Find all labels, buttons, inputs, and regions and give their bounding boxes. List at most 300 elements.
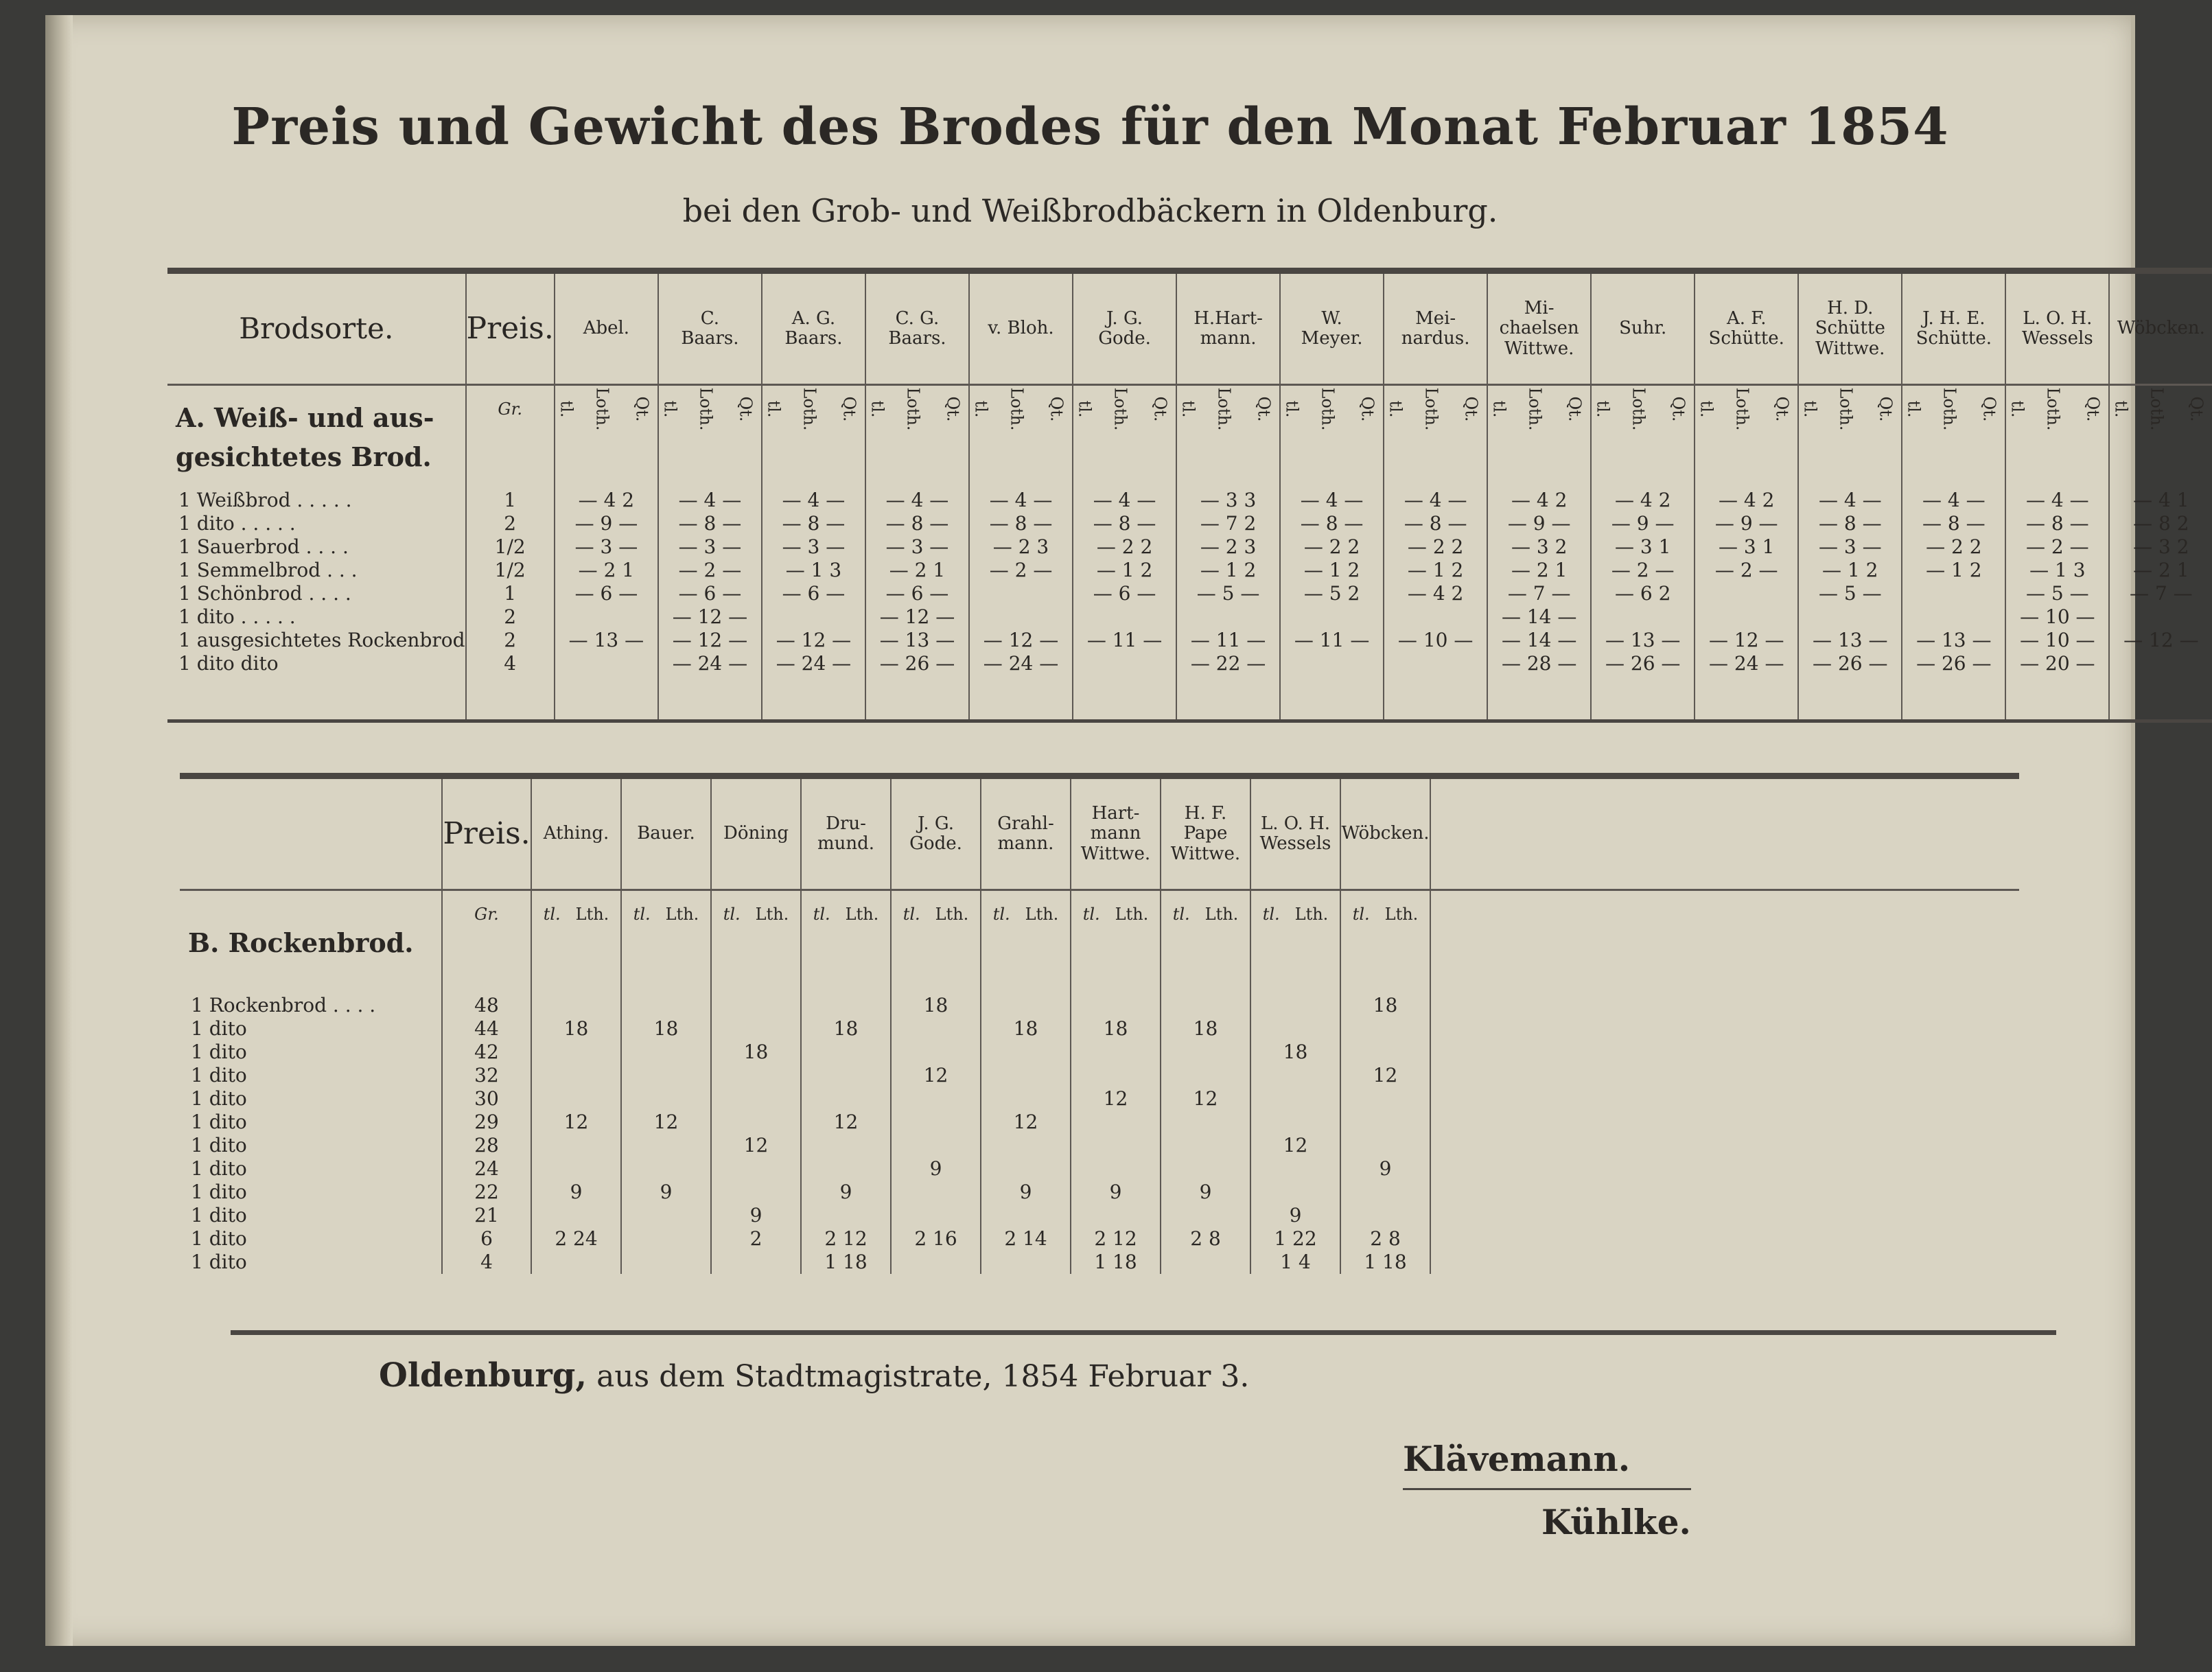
spacer-cell (2109, 675, 2212, 721)
cell-weight (531, 1251, 621, 1274)
cell-weight: 18 (1161, 1017, 1250, 1041)
baker-name-line2: mann. (997, 833, 1054, 854)
spacer-cell (865, 675, 969, 721)
table-row (180, 1064, 2019, 1087)
unit-tl: tl. (2111, 400, 2131, 418)
baker-name-line2: Wessels (2021, 328, 2093, 349)
unit-loth: Loth. (1732, 387, 1752, 431)
cell-weight: — 2 2 (1384, 535, 1487, 559)
table-row (180, 1181, 2019, 1204)
cell-weight: — 22 — (1176, 652, 1280, 675)
empty-cell (1430, 1064, 2019, 1087)
row-description: 1 Rockenbrod . . . . (191, 994, 376, 1017)
empty-cell (1430, 890, 2019, 995)
unit-lth: Lth. (1115, 905, 1149, 924)
footer-text: aus dem Stadtmagistrate, 1854 Februar 3. (596, 1359, 1250, 1394)
closing-rule (231, 1330, 2056, 1335)
baker-name-line1: J. H. E. (1922, 307, 1986, 329)
spacer-cell (1695, 675, 1798, 721)
row-description: 1 dito (191, 1157, 247, 1180)
cell-weight (981, 1064, 1071, 1087)
cell-weight (981, 1251, 1071, 1274)
cell-weight: — 2 3 (1176, 535, 1280, 559)
cell-weight: — 1 2 (1902, 559, 2005, 582)
cell-weight (762, 605, 865, 629)
cell-weight: — 8 — (1902, 512, 2005, 535)
unit-lth: Lth. (1384, 905, 1419, 924)
header-baker (711, 776, 801, 890)
cell-weight: — 8 — (1280, 512, 1384, 535)
spacer-cell (1073, 675, 1176, 721)
cell-weight: 9 (1250, 1204, 1340, 1227)
cell-weight: — 4 — (1073, 489, 1176, 512)
baker-name-line2: Schütte. (1708, 328, 1784, 349)
unit-qt: Qt. (1565, 396, 1585, 422)
baker-name-line1: Grahl- (997, 813, 1054, 834)
cell-weight (531, 1204, 621, 1227)
cell-weight: — 3 1 (1591, 535, 1695, 559)
baker-name-line3: Wittwe. (1080, 843, 1151, 864)
unit-loth: Loth. (903, 387, 923, 431)
cell-weight (1250, 1087, 1340, 1111)
row-description: 1 Sauerbrod . . . . (178, 535, 349, 558)
cell-weight (1250, 994, 1340, 1017)
cell-weight: — 1 2 (1384, 559, 1487, 582)
unit-lth: Lth. (1294, 905, 1329, 924)
cell-weight: — 1 2 (1176, 559, 1280, 582)
baker-name-line2: Wessels (1259, 833, 1331, 854)
cell-weight: — 4 2 (1487, 489, 1591, 512)
cell-weight: — 4 1 (2109, 489, 2212, 512)
signature-rule (1403, 1488, 1691, 1490)
cell-weight: — 13 — (1902, 629, 2005, 652)
cell-weight (1250, 1181, 1340, 1204)
row-description: 1 dito . . . . . (178, 605, 296, 628)
header-baker (1071, 776, 1161, 890)
row-price: 29 (442, 1111, 531, 1134)
cell-weight (1340, 1087, 1430, 1111)
cell-weight (1071, 1134, 1161, 1157)
cell-weight: — 6 — (555, 582, 658, 605)
unit-group (1176, 385, 1280, 489)
spacer-cell (466, 675, 555, 721)
cell-weight: — 8 2 (2109, 512, 2212, 535)
spacer-cell (658, 675, 762, 721)
cell-weight: 2 12 (1071, 1227, 1161, 1251)
cell-weight: — 3 — (555, 535, 658, 559)
unit-gr-b: Gr. (442, 890, 531, 995)
cell-weight (711, 1087, 801, 1111)
cell-weight: 2 8 (1340, 1227, 1430, 1251)
unit-group (1487, 385, 1591, 489)
row-price: 22 (442, 1181, 531, 1204)
cell-weight: 18 (981, 1017, 1071, 1041)
table-row (180, 1041, 2019, 1064)
row-description: 1 dito (191, 1227, 247, 1250)
unit-qt: Qt. (1461, 396, 1481, 422)
cell-weight: 12 (621, 1111, 711, 1134)
page-edge (2131, 15, 2135, 1646)
unit-group (2109, 385, 2212, 489)
unit-lth: Lth. (755, 905, 789, 924)
cell-weight (891, 1204, 981, 1227)
section-label-a: A. Weiß- und aus- gesichtetes Brod. (176, 402, 434, 472)
cell-weight (531, 1134, 621, 1157)
table-rye-bread (180, 773, 2019, 1274)
table-row (167, 652, 2212, 675)
header-baker (1176, 271, 1280, 385)
cell-weight: — 7 2 (1176, 512, 1280, 535)
unit-lth: Lth. (1204, 905, 1239, 924)
cell-weight: 9 (1340, 1157, 1430, 1181)
unit-tl: tl. (660, 400, 680, 418)
empty-cell (1430, 1087, 2019, 1111)
cell-weight: — 26 — (1902, 652, 2005, 675)
unit-tl: tl. (1386, 400, 1406, 418)
cell-weight (1902, 605, 2005, 629)
cell-weight: — 24 — (762, 652, 865, 675)
unit-lth: Lth. (575, 905, 609, 924)
empty-cell (1430, 1251, 2019, 1274)
unit-group (1340, 890, 1430, 995)
baker-name-line2: Baars. (888, 328, 946, 349)
cell-weight (1161, 1064, 1250, 1087)
table-row (180, 1157, 2019, 1181)
unit-group (1591, 385, 1695, 489)
baker-name-line1: Wöbcken. (2117, 318, 2205, 339)
footer-line (379, 1356, 1249, 1395)
unit-loth: Loth. (1629, 387, 1649, 431)
unit-loth: Loth. (800, 387, 819, 431)
row-price: 30 (442, 1087, 531, 1111)
cell-weight (969, 582, 1073, 605)
cell-weight (801, 1041, 891, 1064)
unit-tl: tl. (764, 400, 784, 418)
header-baker (801, 776, 891, 890)
cell-weight (1161, 1204, 1250, 1227)
unit-group (1161, 890, 1250, 995)
unit-lth: Lth. (665, 905, 699, 924)
table-row (167, 489, 2212, 512)
baker-name-line1: H.Hart- (1194, 307, 1263, 329)
cell-weight (621, 1227, 711, 1251)
cell-weight: — 5 — (1176, 582, 1280, 605)
cell-weight: — 26 — (1591, 652, 1695, 675)
cell-weight: — 5 — (2005, 582, 2109, 605)
unit-tl: tl. (543, 905, 561, 924)
header-baker (1384, 271, 1487, 385)
unit-group (1280, 385, 1384, 489)
spacer-cell (1176, 675, 1280, 721)
cell-weight: 18 (1340, 994, 1430, 1017)
spacer-cell (167, 675, 466, 721)
cell-weight: — 2 — (969, 559, 1073, 582)
unit-loth: Loth. (1421, 387, 1441, 431)
baker-name-line3: Wittwe. (1170, 843, 1241, 864)
cell-weight (981, 1041, 1071, 1064)
row-description: 1 dito dito (178, 652, 279, 675)
cell-weight (981, 1157, 1071, 1181)
row-price: 6 (442, 1227, 531, 1251)
empty-cell (1430, 1041, 2019, 1064)
cell-weight (981, 1134, 1071, 1157)
empty-cell (1430, 994, 2019, 1017)
unit-qt: Qt. (1150, 396, 1170, 422)
cell-weight: — 6 — (865, 582, 969, 605)
unit-tl: tl. (903, 905, 920, 924)
unit-qt: Qt. (1876, 396, 1896, 422)
cell-weight (1340, 1017, 1430, 1041)
cell-weight: — 3 3 (1176, 489, 1280, 512)
cell-weight: — 6 — (1073, 582, 1176, 605)
cell-weight: — 9 — (555, 512, 658, 535)
unit-qt: Qt. (632, 396, 652, 422)
cell-weight: — 2 1 (865, 559, 969, 582)
signature-klaevemann: Klävemann. (1403, 1439, 1631, 1479)
unit-loth: Loth. (2147, 387, 2167, 431)
row-price: 2 (466, 512, 555, 535)
cell-weight: — 8 — (1798, 512, 1902, 535)
baker-name-line1: A. G. (791, 307, 836, 329)
unit-qt: Qt. (2187, 396, 2207, 422)
cell-weight: — 4 — (1798, 489, 1902, 512)
document-subtitle: bei den Grob- und Weißbrodbäckern in Oldenburg. (682, 192, 1498, 229)
row-description: 1 dito . . . . . (178, 512, 296, 535)
cell-weight: — 12 — (969, 629, 1073, 652)
row-price: 44 (442, 1017, 531, 1041)
cell-weight: 9 (1161, 1181, 1250, 1204)
cell-weight: — 24 — (658, 652, 762, 675)
cell-weight: — 13 — (865, 629, 969, 652)
cell-weight: — 1 2 (1073, 559, 1176, 582)
cell-weight: — 8 — (1384, 512, 1487, 535)
table-row (180, 1087, 2019, 1111)
cell-weight (621, 994, 711, 1017)
row-price: 42 (442, 1041, 531, 1064)
cell-weight: — 4 — (762, 489, 865, 512)
unit-tl: tl. (723, 905, 741, 924)
section-label-b: B. Rockenbrod. (188, 927, 414, 958)
unit-group (1073, 385, 1176, 489)
header-baker (1695, 271, 1798, 385)
cell-weight (1280, 605, 1384, 629)
cell-weight: — 4 2 (1695, 489, 1798, 512)
cell-weight: — 2 1 (555, 559, 658, 582)
cell-weight: — 13 — (1591, 629, 1695, 652)
baker-name-line1: Hart- (1091, 803, 1140, 824)
cell-weight: — 20 — (2005, 652, 2109, 675)
cell-weight: — 12 — (865, 605, 969, 629)
cell-weight: — 3 2 (2109, 535, 2212, 559)
baker-name-line2: mund. (817, 833, 875, 854)
cell-weight (1073, 605, 1176, 629)
row-price: 2 (466, 629, 555, 652)
binding-gutter (45, 15, 73, 1646)
cell-weight: 1 18 (1340, 1251, 1430, 1274)
row-description: 1 ausgesichtetes Rockenbrod (178, 629, 465, 651)
table-row (167, 512, 2212, 535)
header-price-b: Preis. (442, 776, 531, 890)
cell-weight (801, 1157, 891, 1181)
footer-place: Oldenburg, (379, 1356, 587, 1395)
cell-weight: — 13 — (555, 629, 658, 652)
cell-weight (801, 1134, 891, 1157)
cell-weight: — 2 1 (1487, 559, 1591, 582)
cell-weight (981, 994, 1071, 1017)
document-title: Preis und Gewicht des Brodes für den Monat Februar 1854 (231, 97, 1949, 156)
row-price: 4 (466, 652, 555, 675)
cell-weight: — 4 2 (1591, 489, 1695, 512)
cell-weight: — 4 — (2005, 489, 2109, 512)
unit-tl: tl. (813, 905, 830, 924)
cell-weight (1250, 1111, 1340, 1134)
unit-group (865, 385, 969, 489)
cell-weight: — 8 — (2005, 512, 2109, 535)
baker-name-line1: Wöbcken. (1341, 823, 1430, 844)
cell-weight (1340, 1111, 1430, 1134)
cell-weight: 1 18 (801, 1251, 891, 1274)
unit-loth: Loth. (1525, 387, 1545, 431)
cell-weight: — 8 — (865, 512, 969, 535)
cell-weight: — 2 2 (1280, 535, 1384, 559)
cell-weight (1902, 582, 2005, 605)
cell-weight: — 8 — (762, 512, 865, 535)
row-price: 28 (442, 1134, 531, 1157)
unit-loth: Loth. (1110, 387, 1130, 431)
unit-tl: tl. (1172, 905, 1190, 924)
cell-weight (1384, 605, 1487, 629)
unit-tl: tl. (557, 400, 577, 418)
cell-weight (801, 1087, 891, 1111)
cell-weight: — 2 — (1591, 559, 1695, 582)
cell-weight: 12 (711, 1134, 801, 1157)
cell-weight: — 12 — (2109, 629, 2212, 652)
cell-weight: — 9 — (1487, 512, 1591, 535)
unit-qt: Qt. (1358, 396, 1377, 422)
baker-name-line2: Meyer. (1301, 328, 1363, 349)
unit-group (1071, 890, 1161, 995)
cell-weight (1340, 1204, 1430, 1227)
cell-weight: 18 (621, 1017, 711, 1041)
cell-weight (531, 1041, 621, 1064)
baker-name-line3: Wittwe. (1815, 338, 1885, 359)
unit-tl: tl. (1082, 905, 1100, 924)
unit-qt: Qt. (943, 396, 963, 422)
unit-group (969, 385, 1073, 489)
cell-weight: 18 (531, 1017, 621, 1041)
cell-weight (1161, 1041, 1250, 1064)
cell-weight: — 3 2 (1487, 535, 1591, 559)
cell-weight (1071, 1111, 1161, 1134)
baker-name-line2: Schütte (1815, 318, 1885, 339)
cell-weight (1340, 1041, 1430, 1064)
row-description: 1 dito (191, 1204, 247, 1227)
header-baker (2005, 271, 2109, 385)
cell-weight (1384, 652, 1487, 675)
header-baker (555, 271, 658, 385)
cell-weight (981, 1204, 1071, 1227)
cell-weight (621, 1064, 711, 1087)
baker-name-line1: H. F. (1184, 803, 1227, 824)
unit-loth: Loth. (1940, 387, 1959, 431)
baker-name-line1: Döning (723, 823, 789, 844)
baker-name-line1: Suhr. (1619, 318, 1667, 339)
spacer-cell (969, 675, 1073, 721)
header-baker (621, 776, 711, 890)
cell-weight (621, 1041, 711, 1064)
baker-name-line2: Baars. (784, 328, 843, 349)
cell-weight: — 10 — (2005, 629, 2109, 652)
row-price: 1/2 (466, 535, 555, 559)
unit-qt: Qt. (1979, 396, 1999, 422)
cell-weight: — 24 — (969, 652, 1073, 675)
header-baker (1280, 271, 1384, 385)
row-description: 1 dito (191, 1181, 247, 1203)
row-price: 32 (442, 1064, 531, 1087)
cell-weight: — 2 — (1695, 559, 1798, 582)
cell-weight: — 1 2 (1280, 559, 1384, 582)
header-category: Brodsorte. (167, 271, 466, 385)
header-baker (762, 271, 865, 385)
cell-weight: 12 (1250, 1134, 1340, 1157)
header-baker (1250, 776, 1340, 890)
cell-weight: — 8 — (1073, 512, 1176, 535)
cell-weight (2109, 605, 2212, 629)
table-row (167, 535, 2212, 559)
unit-qt: Qt. (839, 396, 859, 422)
empty-cell (1430, 1017, 2019, 1041)
unit-tl: tl. (1352, 905, 1370, 924)
header-baker (1340, 776, 1430, 890)
cell-weight (1695, 605, 1798, 629)
cell-weight (1161, 1157, 1250, 1181)
baker-name-line1: C. G. (895, 307, 940, 329)
cell-weight: — 10 — (1384, 629, 1487, 652)
unit-loth: Loth. (1836, 387, 1856, 431)
header-baker (1073, 271, 1176, 385)
cell-weight: — 4 — (658, 489, 762, 512)
cell-weight (1591, 605, 1695, 629)
cell-weight (981, 1087, 1071, 1111)
cell-weight: — 2 — (658, 559, 762, 582)
cell-weight (1071, 1041, 1161, 1064)
cell-weight (891, 1111, 981, 1134)
cell-weight: 1 4 (1250, 1251, 1340, 1274)
unit-loth: Loth. (1318, 387, 1338, 431)
cell-weight: — 26 — (865, 652, 969, 675)
row-price: 24 (442, 1157, 531, 1181)
baker-name-line3: Wittwe. (1504, 338, 1574, 359)
cell-weight (621, 1251, 711, 1274)
empty-cell (1430, 1134, 2019, 1157)
cell-weight: 12 (1071, 1087, 1161, 1111)
cell-weight (531, 994, 621, 1017)
empty-cell (1430, 1227, 2019, 1251)
row-price: 2 (466, 605, 555, 629)
table-white-bread (167, 268, 2212, 723)
unit-group (981, 890, 1071, 995)
cell-weight: — 10 — (2005, 605, 2109, 629)
cell-weight: — 9 — (1695, 512, 1798, 535)
cell-weight: 12 (1161, 1087, 1250, 1111)
cell-weight (1695, 582, 1798, 605)
row-price: 21 (442, 1204, 531, 1227)
baker-name-line1: Abel. (583, 318, 630, 339)
cell-weight: — 12 — (762, 629, 865, 652)
row-price: 1 (466, 489, 555, 512)
cell-weight: 18 (711, 1041, 801, 1064)
baker-name-line2: Schütte. (1916, 328, 1992, 349)
